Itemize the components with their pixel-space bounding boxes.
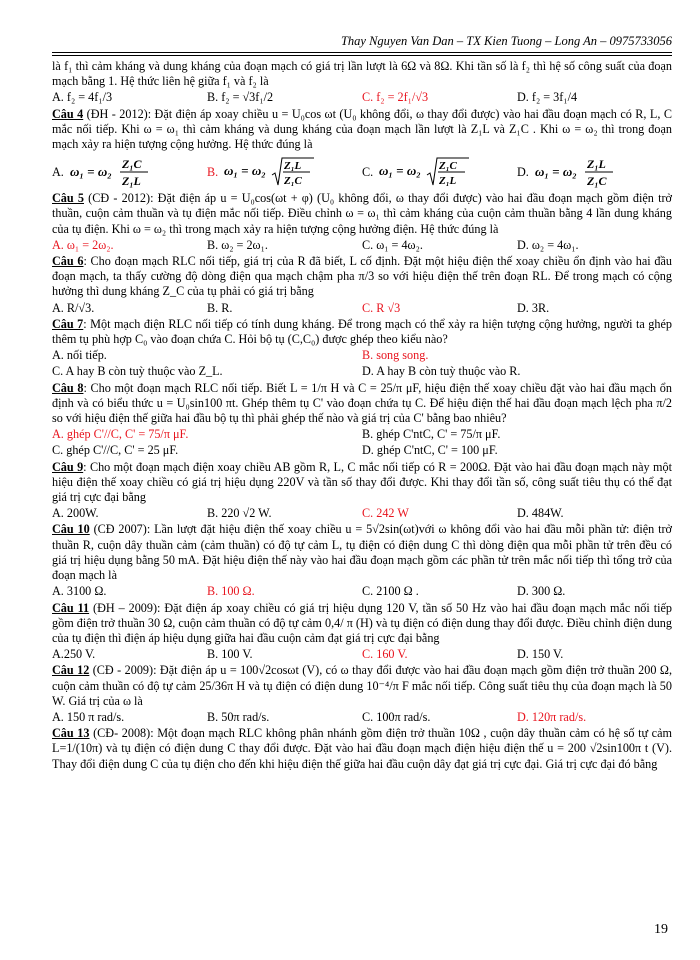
option-d-answer: D. 120π rad/s.	[517, 709, 587, 724]
option-b: B. 220 √2 W.	[207, 506, 272, 521]
option-a: A. 200W.	[52, 506, 99, 521]
question-label: Câu 8	[52, 380, 84, 395]
option-a: A. f₂ = 4f₁/3	[52, 90, 113, 105]
svg-text:Z₁L: Z₁L	[284, 160, 302, 173]
svg-text:Z₁L: Z₁L	[121, 174, 141, 189]
option-d: D. 3R.	[517, 300, 550, 315]
q10-options	[52, 584, 672, 599]
q6-options	[52, 301, 672, 316]
q7-options-row1	[52, 348, 672, 363]
option-c-answer: C. 160 V.	[362, 647, 408, 662]
q9-options	[52, 506, 672, 521]
formula-a	[70, 156, 152, 188]
option-c-answer: C. f₂ = 2f₁/√3	[362, 90, 429, 105]
q8-options-row1	[52, 427, 672, 442]
option-d: D. f₂ = 3f₁/4	[517, 90, 578, 105]
question-6	[52, 254, 672, 300]
question-13	[52, 726, 672, 772]
option-a: A. 150 π rad/s.	[52, 709, 125, 724]
question-text: (ĐH – 2009): Đặt điện áp xoay chiều có giá trị hiệu dụng 120 V, tần số 50 Hz vào hai đầu đoạn mạch mắc nối tiếp gồm điện trở thuần 30 Ω, cuộn cảm thuần có độ tự cảm 0,4/ π (H) và tụ điện có điện dung thay đổi được. Điều chỉnh điện dung của tụ điện thì điện áp hiệu dụng giữa hai đầu cuộn cảm đạt giá trị cực đại bằng	[52, 600, 672, 645]
question-label: Câu 12	[52, 663, 90, 678]
question-label: Câu 10	[52, 522, 90, 537]
option-d: D. 300 Ω.	[517, 584, 566, 599]
question-text: : Cho đoạn mạch RLC nối tiếp, giá trị của R đã biết, L cố định. Đặt một hiệu điện thế xoay chiều ổn định vào hai đầu đoạn mạch, ta thấy cường độ dòng điện qua mạch chậm pha π/3 so với hiệu điện thế trên đoạn RL. Để trong mạch có cộng hưởng thì dung kháng Z_C của tụ phải có giá trị bằng	[52, 254, 672, 299]
svg-text:Z₁C: Z₁C	[586, 174, 607, 189]
question-12	[52, 663, 672, 709]
option-d: D. A hay B còn tuỳ thuộc vào R.	[362, 364, 521, 379]
question-text: (CĐ - 2009): Đặt điện áp u = 100√2cosωt (V), có ω thay đổi được vào hai đầu đoạn mạch gồm điện trở thuần 200 Ω, cuộn cảm thuần có độ tự cảm 25/36π H và tụ điện có điện dung 10⁻⁴/π F mắc nối tiếp. Công suất tiêu thụ của đoạn mạch là 50 W. Giá trị của ω là	[52, 663, 672, 708]
option-c: C. 100π rad/s.	[362, 709, 431, 724]
option-d: D. ω₂ = 4ω₁.	[517, 237, 579, 252]
svg-text:Z₁C: Z₁C	[284, 175, 303, 188]
intro-text: là f₁ thì cảm kháng và dung kháng của đoạn mạch có giá trị lần lượt là 6Ω và 8Ω. Khi tần số là f₂ thì hệ số công suất của đoạn mạch bằng 1. Hệ thức liên hệ giữa f₁ và f₂ là	[52, 59, 672, 89]
option-b-answer: B. song song.	[362, 348, 429, 363]
option-a: A. 3100 Ω.	[52, 584, 107, 599]
question-label: Câu 5	[52, 191, 84, 206]
option-b-answer: B. 100 Ω.	[207, 584, 255, 599]
svg-text:Z₁L: Z₁L	[586, 157, 606, 172]
option-b: B. ghép C'ntC, C' = 75/π μF.	[362, 427, 501, 442]
question-8	[52, 381, 672, 427]
svg-text:Z₁C: Z₁C	[439, 160, 458, 173]
question-text: (ĐH - 2012): Đặt điện áp xoay chiều u = U₀cos ωt (U₀ không đổi, ω thay đổi được) vào hai đầu đoạn mạch có R, L, C mắc nối tiếp. Khi ω = ω₁ thì cảm kháng và dung kháng của đoạn mạch lần lượt là Z₁L và Z₁C . Khi ω = ω₂ thì trong đoạn mạch xảy ra hiện tượng cộng hưởng. Hệ thức đúng là	[52, 106, 672, 152]
option-b: B. 100 V.	[207, 647, 253, 662]
option-c: C. ω₁ = ω₂ Z₁C Z₁L	[362, 155, 517, 189]
option-c: C. A hay B còn tuỳ thuộc vào Z_L.	[52, 364, 223, 379]
option-c-answer: C. R √3	[362, 300, 401, 315]
q5-options	[52, 238, 672, 253]
option-d: D. ghép C'ntC, C' = 100 μF.	[362, 443, 498, 458]
option-d: D. ω₁ = ω₂ Z₁L Z₁C	[517, 156, 672, 188]
option-a: A. R/√3.	[52, 300, 95, 315]
svg-text:ω₁ = ω₂: ω₁ = ω₂	[224, 163, 266, 179]
option-c: C. 2100 Ω .	[362, 584, 419, 599]
option-b-answer: B. ω₁ = ω₂ Z₁L Z₁C	[207, 155, 362, 189]
option-c: C. ω₁ = 4ω₂.	[362, 237, 423, 252]
question-text: (CĐ - 2012): Đặt điện áp u = U₀cos(ωt + φ) (U₀ không đổi, ω thay đổi được) vào hai đầu đoạn mạch gồm điện trở thuần, cuộn cảm thuần và tụ điện mắc nối tiếp. Điều chỉnh ω = ω₁ thì cảm kháng của cuộn cảm thuần bằng 4 lần dung kháng của tụ điện. Khi ω = ω₂ thì trong mạch xảy ra hiện tượng cộng hưởng điện. Hệ thức đúng là	[52, 191, 672, 236]
q4-options	[52, 155, 672, 189]
q8-options-row2	[52, 443, 672, 458]
option-a-answer: A. ω₁ = 2ω₂.	[52, 237, 114, 252]
formula-d	[535, 156, 617, 188]
document-page	[52, 34, 672, 772]
svg-text:Z₁C: Z₁C	[121, 157, 142, 172]
question-7	[52, 317, 672, 347]
formula-c	[379, 155, 471, 189]
question-4	[52, 107, 672, 153]
svg-text:ω₁ = ω₂: ω₁ = ω₂	[534, 164, 577, 180]
question-5	[52, 191, 672, 237]
q7-options-row2	[52, 364, 672, 379]
question-label: Câu 9	[52, 459, 84, 474]
question-label: Câu 7	[52, 316, 84, 331]
page-number: 19	[654, 922, 668, 937]
option-d: D. 484W.	[517, 506, 564, 521]
question-text: (CĐ 2007): Lần lượt đặt hiệu điện thế xoay chiều u = 5√2sin(ωt)với ω không đổi vào hai đầu mỗi phần tử: điện trở thuần R, cuộn dây thuần cảm (cảm thuần) có độ tự cảm L, tụ điện có điện dung C thì dòng điện qua mỗi phần tử trên đều có giá trị hiệu dụng bằng 50 mA. Đặt hiệu điện thế này vào hai đầu đoạn mạch gồm các phần tử trên mắc nối tiếp thì tổng trở của đoạn mạch là	[52, 522, 672, 583]
svg-text:ω₁ = ω₂: ω₁ = ω₂	[379, 163, 421, 179]
question-label: Câu 11	[52, 600, 90, 615]
option-a-answer: A. ghép C'//C, C' = 75/π μF.	[52, 427, 189, 442]
option-a: A.250 V.	[52, 647, 96, 662]
question-label: Câu 13	[52, 726, 90, 741]
question-label: Câu 6	[52, 254, 84, 269]
option-c: C. ghép C'//C, C' = 25 μF.	[52, 443, 179, 458]
question-text: : Cho một đoạn mạch điện xoay chiều AB gồm R, L, C mắc nối tiếp có R = 200Ω. Đặt vào hai đầu đoạn mạch này một hiệu điện thế xoay chiều có giá trị hiệu dụng 220V và tần số thay đổi được. Khi thay đổi tần số, công suất tiêu thụ có thể đạt giá trị cực đại bằng	[52, 459, 672, 505]
question-text: (CĐ- 2008): Một đoạn mạch RLC không phân nhánh gồm điện trở thuần 10Ω , cuộn dây thuần cảm có hệ số tự cảm L=1/(10π) và tụ điện có điện dung C thay đổi được. Đặt vào hai đầu đoạn mạch điện hiệu điện thế u = 200 √2sin100π t (V). Thay đổi điện dung C của tụ điện cho đến khi hiệu điện thế giữa hai đầu cuộn dây đạt giá trị cực đại. Giá trị cực đại đó bằng	[52, 726, 672, 771]
q12-options	[52, 710, 672, 725]
question-9	[52, 460, 672, 506]
option-a: A. ω₁ = ω₂ Z₁C Z₁L	[52, 156, 207, 188]
formula-b	[224, 155, 316, 189]
option-b: B. R.	[207, 300, 233, 315]
option-a: A. nối tiếp.	[52, 348, 107, 363]
option-d: D. 150 V.	[517, 647, 564, 662]
page-header: Thay Nguyen Van Dan – TX Kien Tuong – Long An – 0975733056	[340, 34, 672, 48]
question-11	[52, 601, 672, 647]
option-b: B. ω₂ = 2ω₁.	[207, 237, 268, 252]
svg-text:Z₁L: Z₁L	[439, 175, 457, 188]
question-label: Câu 4	[52, 106, 84, 121]
option-b: B. f₂ = √3f₁/2	[207, 90, 274, 105]
header-rule	[52, 52, 672, 56]
question-text: : Một mạch điện RLC nối tiếp có tính dung kháng. Để trong mạch có thể xảy ra hiện tượng cộng hưởng, người ta ghép thêm tụ phù hợp C₀ vào đoạn chứa C. Hỏi bộ tụ (C,C₀) được ghép theo kiểu nào?	[52, 316, 672, 347]
question-10	[52, 522, 672, 583]
svg-text:ω₁ = ω₂: ω₁ = ω₂	[69, 164, 112, 180]
option-b: B. 50π rad/s.	[207, 709, 270, 724]
intro-options	[52, 90, 672, 105]
question-text: : Cho một đoạn mạch RLC nối tiếp. Biết L = 1/π H và C = 25/π μF, hiệu điện thế xoay chiều đặt vào hai đầu mạch ổn định và có biểu thức u = U₀sin100 πt. Ghép thêm tụ C' vào đoạn chứa tụ C. Để hiệu điện thế hai đầu đoạn mạch lệch pha π/2 so với hiệu điện thế giữa hai đầu bộ tụ thì phải ghép thế nào và giá trị của C' bằng bao nhiêu?	[52, 380, 672, 426]
option-c-answer: C. 242 W	[362, 506, 409, 521]
q11-options	[52, 647, 672, 662]
